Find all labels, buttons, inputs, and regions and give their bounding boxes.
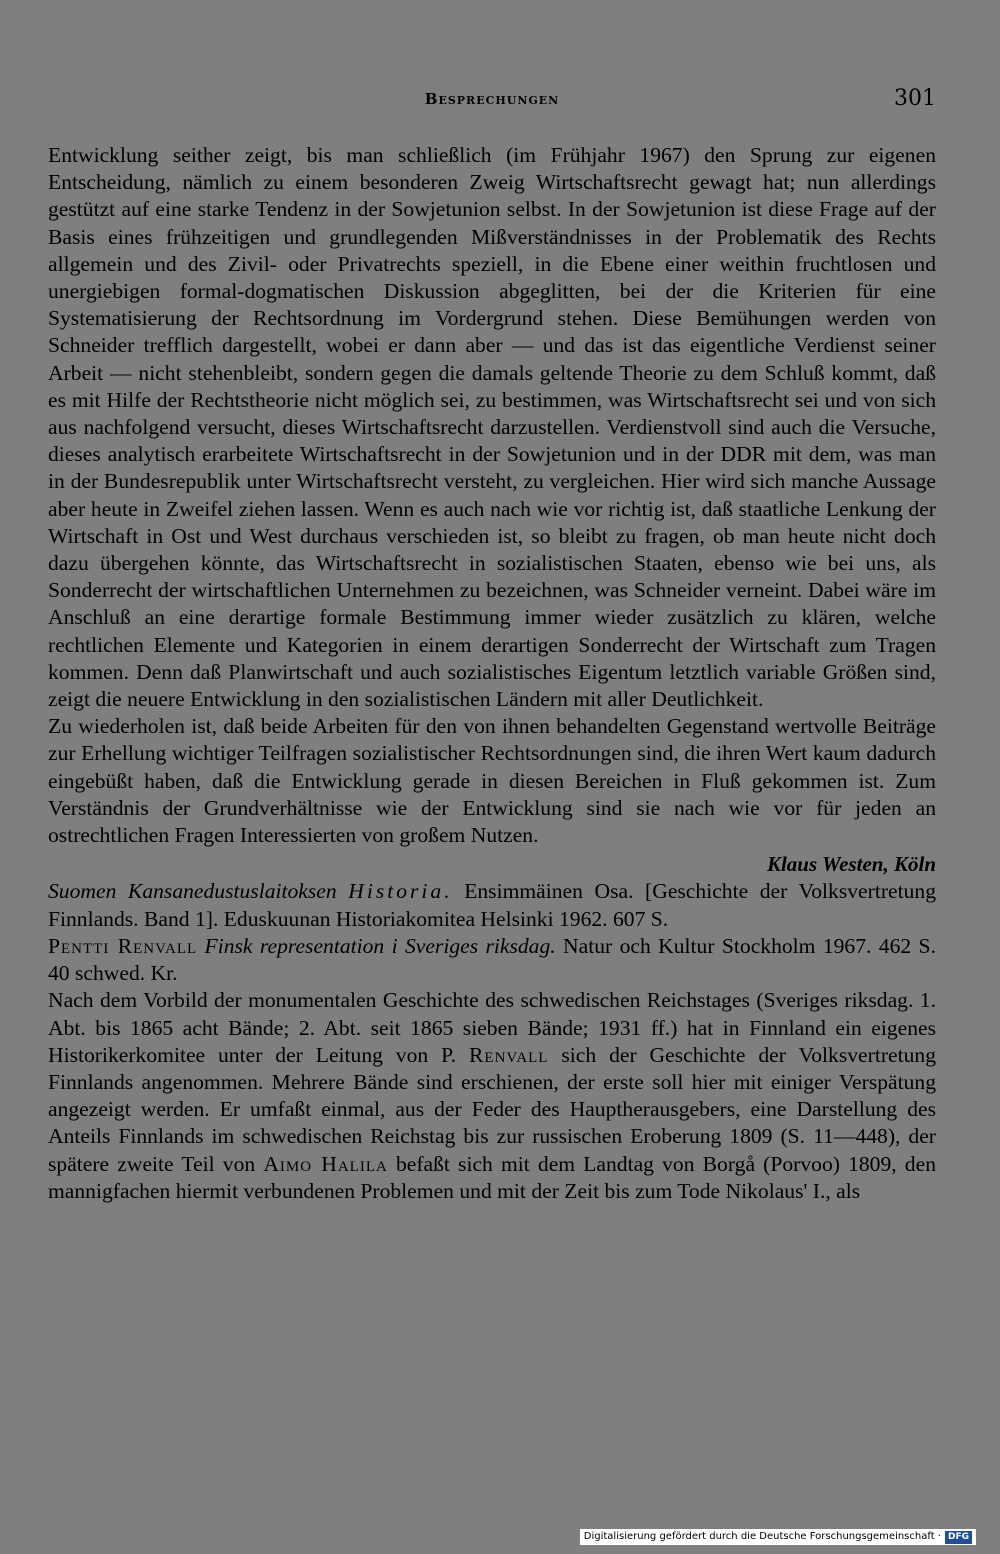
review2-text-1: Nach dem Vorbild der monumentalen Geschichte des schwedischen Reichstages (Sveriges riksdag. 1. Abt. bis 1865 acht Bände; 2. Abt. seit 1865 sieben Bände; 1931 ff.) hat in Finnland ein eigenes Historikerkomitee unter der Leitung von P. (48, 988, 936, 1067)
page-number: 301 (894, 86, 936, 111)
dfg-logo: DFG (945, 1531, 972, 1544)
digitization-footer (580, 1529, 976, 1545)
citation-title1-b: Historia. (348, 879, 453, 904)
citation-rest1: Ensimmäinen Osa. [Geschichte der Volksvertretung Finnlands. Band 1]. Eduskuunan Historiakomitea Helsinki 1962. 607 S. (48, 879, 936, 931)
page-header (48, 86, 936, 116)
citation-title1-a: Suomen Kansanedustuslaitoksen (48, 879, 337, 904)
review2-name-1: Renvall (469, 1042, 549, 1067)
review2-text-3: befaßt sich mit dem Landtag von Borgå (Porvoo) 1809, den mannigfachen hiermit verbundenen Problemen und mit der Zeit bis zum Tode Nikolaus' I., als (48, 1151, 936, 1203)
page-content (48, 142, 936, 1205)
citation-rest2: Natur och Kultur Stockholm 1967. 462 S. 40 schwed. Kr. (48, 933, 936, 986)
review1-paragraph-1: Entwicklung seither zeigt, bis man schließlich (im Frühjahr 1967) den Sprung zur eigenen Entscheidung, nämlich zu einem besonderen Zweig Wirtschaftsrecht gewagt hat; nun allerdings gestützt auf eine starke Tendenz in der Sowjetunion selbst. In der Sowjetunion ist diese Frage auf der Basis eines frühzeitigen und grundlegenden Mißverständnisses in der Problematik des Rechts allgemein und des Zivil- oder Privatrechts speziell, in die Ebene einer weithin fruchtlosen und unergiebigen formal-dogmatischen Diskussion abgeglitten, bei der die Kriterien für eine Systematisierung der Rechtsordnung im Vordergrund stehen. Diese Bemühungen werden von Schneider trefflich dargestellt, wobei er dann aber — und das ist das eigentliche Verdienst seiner Arbeit — nicht stehenbleibt, sondern gegen die damals geltende Theorie zu dem Schluß kommt, daß es mit Hilfe der Rechtstheorie nicht möglich sei, zu bestimmen, was Wirtschaftsrecht sei und von sich aus nachfolgend versucht, dieses Wirtschaftsrecht darzustellen. Verdienstvoll sind auch die Versuche, dieses analytisch erarbeitete Wirtschaftsrecht in der Sowjetunion und in der DDR mit dem, was man in der Bundesrepublik unter Wirtschaftsrecht versteht, zu vergleichen. Hier wird sich manche Aussage aber heute in Zweifel ziehen lassen. Wenn es auch nach wie vor richtig ist, daß staatliche Lenkung der Wirtschaft in Ost und West durchaus verschieden ist, so bleibt zu fragen, ob man heute nicht doch dazu übergehen könnte, das Wirtschaftsrecht in sozialistischen Staaten, ebenso wie bei uns, als Sonderrecht der wirtschaftlichen Unternehmen zu bezeichnen, was Schneider verneint. Dabei wäre im Anschluß an eine derartige formale Bestimmung immer wieder zusätzlich zu klären, welche rechtlichen Elemente und Kategorien in einem derartigen Sonderrecht der Wirtschaft zum Tragen kommen. Denn daß Planwirtschaft und auch sozialistisches Eigentum letztlich variable Größen sind, zeigt die neuere Entwicklung in den sozialistischen Ländern mit aller Deutlichkeit. (48, 143, 936, 712)
review2-name-2: Aimo Halila (263, 1151, 388, 1176)
citation-author2: Pentti Renvall (48, 933, 198, 958)
review1-signature: Klaus Westen, Köln (766, 852, 936, 877)
running-title: Besprechungen (424, 90, 560, 108)
citation-title2: Finsk representation i Sveriges riksdag. (197, 933, 556, 958)
review2-text-2: sich der Geschichte der Volksvertretung Finnlands angenommen. Mehrere Bände sind erschienen, der erste soll hier mit einiger Verspätung angezeigt werden. Er umfaßt einmal, aus der Feder des Hauptherausgebers, eine Darstellung des Anteils Finnlands im schwedischen Reichstag bis zur russischen Eroberung 1809 (S. 11—448), der spätere zweite Teil von (48, 1042, 936, 1176)
bibliographic-citation (48, 878, 936, 987)
review2-paragraph (48, 987, 936, 1205)
footer-credit: Digitalisierung gefördert durch die Deutsche Forschungsgemeinschaft · (583, 1531, 941, 1542)
review1-paragraph-2: Zu wiederholen ist, daß beide Arbeiten für den von ihnen behandelten Gegenstand wertvolle Beiträge zur Erhellung wichtiger Teilfragen sozialistischer Rechtsordnungen sind, die ihren Wert kaum dadurch eingebüßt haben, daß die Entwicklung gerade in diesen Bereichen in Fluß gekommen ist. Zum Verständnis der Grundverhältnisse wie der Entwicklung sind sie nach wie vor für jeden an ostrechtlichen Fragen Interessierten von großem Nutzen. (48, 714, 936, 848)
